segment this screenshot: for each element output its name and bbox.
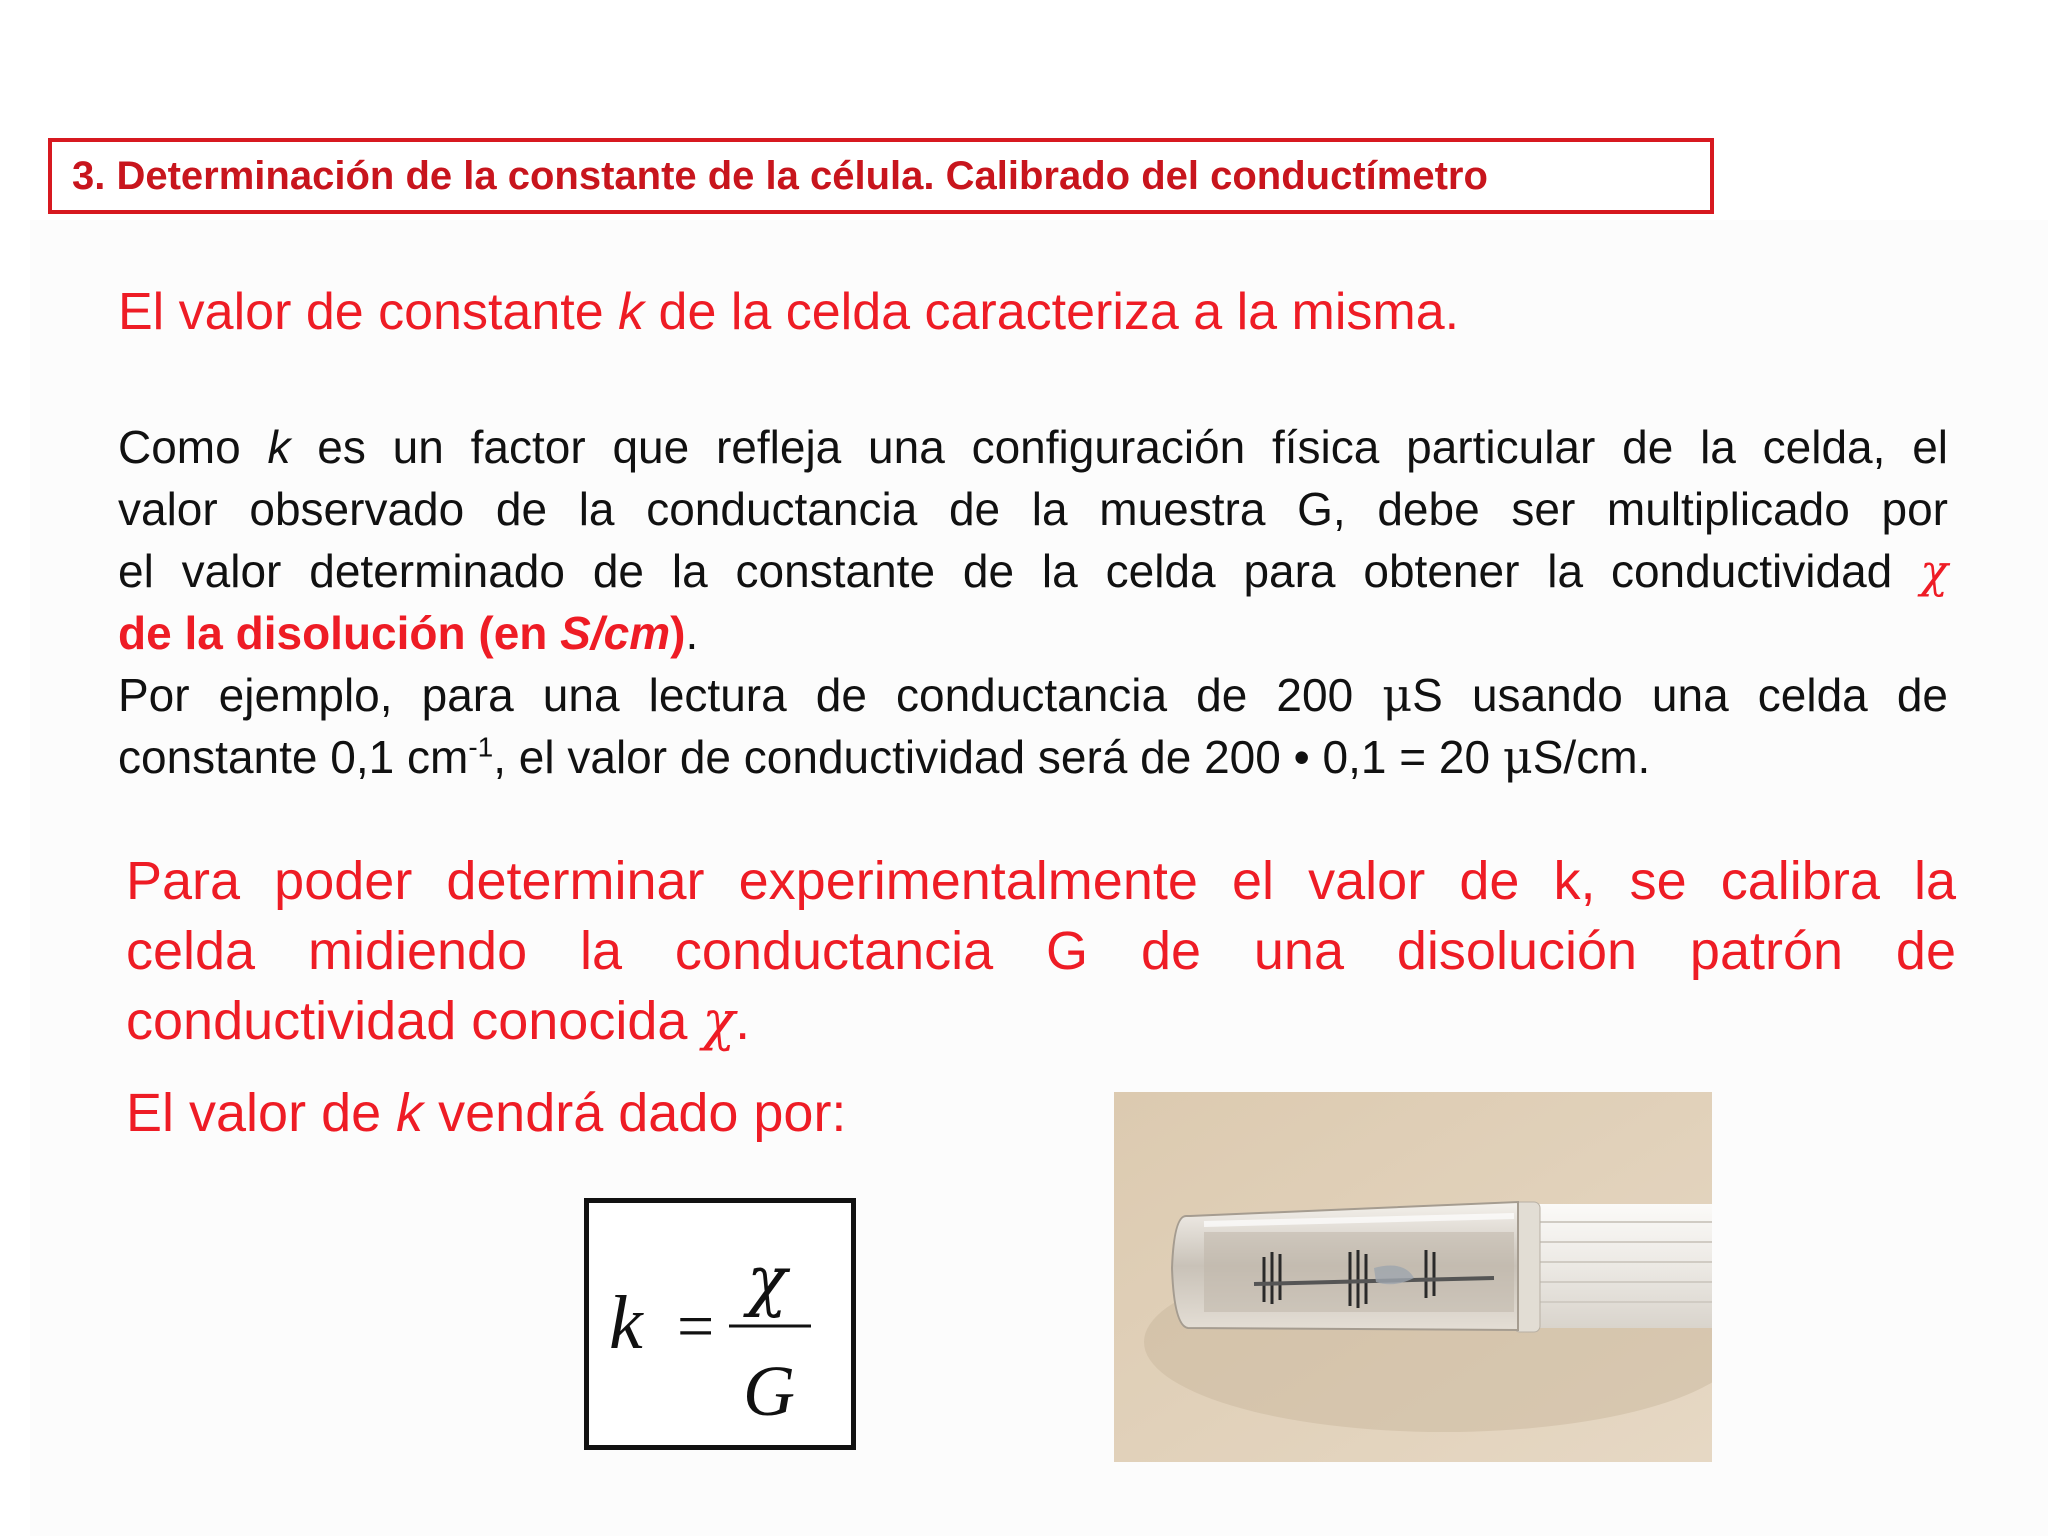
text: conductividad conocida — [126, 991, 703, 1051]
paragraph-line-1 — [118, 416, 1948, 478]
unit: S/cm — [560, 607, 671, 659]
chi-symbol: χ — [702, 989, 736, 1052]
text: vendrá dado por: — [423, 1083, 847, 1143]
formula — [589, 1203, 851, 1445]
intro-text-a: El valor de constante — [118, 283, 619, 341]
k-symbol: k — [267, 421, 291, 473]
k-symbol: k — [396, 1083, 424, 1143]
text: Como — [118, 421, 268, 473]
mu-symbol: μ — [1502, 730, 1533, 784]
paragraph-line-2: valor observado de la conductancia de la muestra G, debe ser multiplicado por — [118, 483, 1948, 535]
calibration-paragraph — [126, 846, 1956, 1056]
calibration-line-3 — [126, 986, 1956, 1056]
superscript: -1 — [468, 731, 494, 763]
paragraph-line-3 — [118, 540, 1948, 602]
formula-denominator: G — [743, 1351, 795, 1431]
k-value-intro — [126, 1082, 846, 1144]
paragraph-line-5 — [118, 664, 1948, 726]
text: S/cm. — [1532, 731, 1651, 783]
slide-title: 3. Determinación de la constante de la célula. Calibrado del conductímetro — [48, 138, 1714, 214]
text: S usando una celda de — [1412, 669, 1948, 721]
chi-symbol: χ — [1920, 544, 1948, 598]
formula-numerator: χ — [747, 1242, 787, 1319]
intro-k: k — [618, 283, 645, 341]
text: de la disolución (en — [118, 607, 561, 659]
text: es un factor que refleja una configuración física particular de la celda, el — [290, 421, 1949, 473]
emphasis — [118, 607, 685, 659]
intro-text-b: de la celda caracteriza a la misma. — [644, 283, 1460, 341]
text: . — [735, 991, 751, 1051]
calibration-line-2: celda midiendo la conductancia G de una disolución patrón de — [126, 921, 1956, 981]
text: El valor de — [126, 1083, 397, 1143]
text: ) — [670, 607, 686, 659]
text: el valor determinado de la constante de la celda para obtener la conductividad — [118, 545, 1921, 597]
explanation-paragraph — [118, 416, 1948, 788]
text: constante 0,1 cm — [118, 731, 469, 783]
formula-box — [584, 1198, 856, 1450]
conductivity-cell-photo — [1114, 1092, 1712, 1462]
formula-lhs: k — [609, 1281, 643, 1365]
text: Por ejemplo, para una lectura de conductancia de 200 — [118, 669, 1383, 721]
text: , el valor de conductividad será de 200 • 0,1 = 20 — [493, 731, 1503, 783]
text: . — [685, 607, 699, 659]
intro-statement — [118, 282, 1459, 342]
paragraph-line-6 — [118, 726, 1948, 788]
mu-symbol: μ — [1382, 668, 1413, 722]
calibration-line-1: Para poder determinar experimentalmente el valor de k, se calibra la — [126, 851, 1956, 911]
paragraph-line-4 — [118, 602, 1948, 664]
formula-equals: = — [677, 1290, 715, 1363]
